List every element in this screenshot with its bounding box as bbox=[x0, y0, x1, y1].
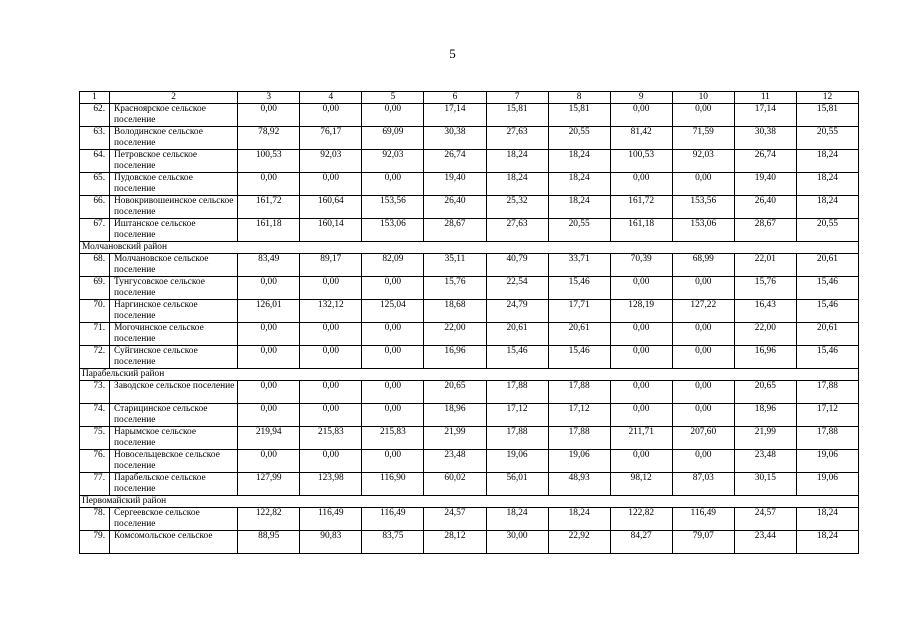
value-cell-col-6: 15,76 bbox=[424, 277, 486, 300]
value-cell-col-10: 153,06 bbox=[672, 219, 734, 242]
column-header-1: 1 bbox=[80, 92, 110, 104]
table-row bbox=[80, 531, 859, 554]
value-cell-col-4: 0,00 bbox=[300, 277, 362, 300]
value-cell-col-10: 116,49 bbox=[672, 508, 734, 531]
header-row bbox=[80, 92, 859, 104]
value-cell-col-4: 76,17 bbox=[300, 127, 362, 150]
value-cell-col-8: 33,71 bbox=[548, 254, 610, 277]
value-cell-col-11: 15,76 bbox=[734, 277, 796, 300]
value-cell-col-3: 161,18 bbox=[238, 219, 300, 242]
value-cell-col-4: 215,83 bbox=[300, 427, 362, 450]
value-cell-col-3: 0,00 bbox=[238, 381, 300, 404]
value-cell-col-12: 19,06 bbox=[796, 473, 858, 496]
value-cell-col-6: 23,48 bbox=[424, 450, 486, 473]
column-header-6: 6 bbox=[424, 92, 486, 104]
value-cell-col-4: 0,00 bbox=[300, 323, 362, 346]
value-cell-col-12: 19,06 bbox=[796, 450, 858, 473]
value-cell-col-7: 40,79 bbox=[486, 254, 548, 277]
row-number: 63. bbox=[80, 127, 110, 150]
row-number: 68. bbox=[80, 254, 110, 277]
value-cell-col-3: 122,82 bbox=[238, 508, 300, 531]
value-cell-col-3: 100,53 bbox=[238, 150, 300, 173]
value-cell-col-5: 69,09 bbox=[362, 127, 424, 150]
value-cell-col-6: 28,67 bbox=[424, 219, 486, 242]
value-cell-col-9: 0,00 bbox=[610, 104, 672, 127]
value-cell-col-8: 19,06 bbox=[548, 450, 610, 473]
value-cell-col-4: 0,00 bbox=[300, 404, 362, 427]
value-cell-col-9: 98,12 bbox=[610, 473, 672, 496]
value-cell-col-4: 0,00 bbox=[300, 173, 362, 196]
value-cell-col-9: 0,00 bbox=[610, 450, 672, 473]
value-cell-col-7: 20,61 bbox=[486, 323, 548, 346]
settlement-name: Комсомольское сельское bbox=[110, 531, 238, 554]
value-cell-col-12: 15,81 bbox=[796, 104, 858, 127]
value-cell-col-8: 48,93 bbox=[548, 473, 610, 496]
value-cell-col-6: 21,99 bbox=[424, 427, 486, 450]
value-cell-col-9: 211,71 bbox=[610, 427, 672, 450]
column-header-3: 3 bbox=[238, 92, 300, 104]
value-cell-col-11: 20,65 bbox=[734, 381, 796, 404]
value-cell-col-6: 18,68 bbox=[424, 300, 486, 323]
value-cell-col-4: 0,00 bbox=[300, 346, 362, 369]
value-cell-col-9: 84,27 bbox=[610, 531, 672, 554]
settlement-name: Пудовское сельское поселение bbox=[110, 173, 238, 196]
value-cell-col-5: 116,49 bbox=[362, 508, 424, 531]
value-cell-col-6: 17,14 bbox=[424, 104, 486, 127]
value-cell-col-6: 24,57 bbox=[424, 508, 486, 531]
row-number: 76. bbox=[80, 450, 110, 473]
value-cell-col-3: 83,49 bbox=[238, 254, 300, 277]
value-cell-col-12: 18,24 bbox=[796, 196, 858, 219]
settlement-name: Заводское сельское поселение bbox=[110, 381, 238, 404]
value-cell-col-9: 0,00 bbox=[610, 323, 672, 346]
value-cell-col-11: 30,15 bbox=[734, 473, 796, 496]
value-cell-col-5: 0,00 bbox=[362, 346, 424, 369]
column-header-4: 4 bbox=[300, 92, 362, 104]
value-cell-col-5: 0,00 bbox=[362, 323, 424, 346]
settlement-name: Суйгинское сельское поселение bbox=[110, 346, 238, 369]
value-cell-col-3: 0,00 bbox=[238, 404, 300, 427]
settlement-name: Новокривошеинское сельское поселение bbox=[110, 196, 238, 219]
district-name: Первомайский район bbox=[80, 496, 859, 508]
value-cell-col-11: 24,57 bbox=[734, 508, 796, 531]
value-cell-col-6: 28,12 bbox=[424, 531, 486, 554]
column-header-2: 2 bbox=[110, 92, 238, 104]
table-row bbox=[80, 323, 859, 346]
value-cell-col-6: 19,40 bbox=[424, 173, 486, 196]
value-cell-col-5: 0,00 bbox=[362, 104, 424, 127]
row-number: 65. bbox=[80, 173, 110, 196]
value-cell-col-6: 26,40 bbox=[424, 196, 486, 219]
settlement-name: Красноярское сельское поселение bbox=[110, 104, 238, 127]
value-cell-col-10: 207,60 bbox=[672, 427, 734, 450]
value-cell-col-10: 0,00 bbox=[672, 346, 734, 369]
value-cell-col-4: 89,17 bbox=[300, 254, 362, 277]
value-cell-col-12: 18,24 bbox=[796, 173, 858, 196]
value-cell-col-7: 27,63 bbox=[486, 127, 548, 150]
value-cell-col-3: 0,00 bbox=[238, 277, 300, 300]
value-cell-col-12: 20,55 bbox=[796, 127, 858, 150]
value-cell-col-10: 0,00 bbox=[672, 450, 734, 473]
value-cell-col-5: 0,00 bbox=[362, 381, 424, 404]
district-name: Молчановский район bbox=[80, 242, 859, 254]
value-cell-col-3: 0,00 bbox=[238, 346, 300, 369]
value-cell-col-9: 0,00 bbox=[610, 277, 672, 300]
value-cell-col-10: 79,07 bbox=[672, 531, 734, 554]
value-cell-col-5: 0,00 bbox=[362, 404, 424, 427]
value-cell-col-5: 116,90 bbox=[362, 473, 424, 496]
value-cell-col-12: 17,88 bbox=[796, 381, 858, 404]
value-cell-col-3: 0,00 bbox=[238, 104, 300, 127]
table-row bbox=[80, 427, 859, 450]
row-number: 74. bbox=[80, 404, 110, 427]
value-cell-col-12: 18,24 bbox=[796, 531, 858, 554]
table-row bbox=[80, 450, 859, 473]
value-cell-col-11: 23,48 bbox=[734, 450, 796, 473]
value-cell-col-3: 161,72 bbox=[238, 196, 300, 219]
value-cell-col-8: 17,12 bbox=[548, 404, 610, 427]
table-row bbox=[80, 127, 859, 150]
settlement-name: Молчановское сельское поселение bbox=[110, 254, 238, 277]
value-cell-col-6: 20,65 bbox=[424, 381, 486, 404]
value-cell-col-3: 219,94 bbox=[238, 427, 300, 450]
value-cell-col-4: 0,00 bbox=[300, 381, 362, 404]
value-cell-col-8: 22,92 bbox=[548, 531, 610, 554]
table-row bbox=[80, 254, 859, 277]
value-cell-col-11: 22,00 bbox=[734, 323, 796, 346]
page-number: 5 bbox=[449, 46, 456, 61]
value-cell-col-4: 116,49 bbox=[300, 508, 362, 531]
value-cell-col-10: 127,22 bbox=[672, 300, 734, 323]
value-cell-col-9: 0,00 bbox=[610, 173, 672, 196]
settlement-name: Тунгусовское сельское поселение bbox=[110, 277, 238, 300]
value-cell-col-7: 19,06 bbox=[486, 450, 548, 473]
table-body bbox=[80, 104, 859, 554]
value-cell-col-11: 18,96 bbox=[734, 404, 796, 427]
value-cell-col-4: 0,00 bbox=[300, 450, 362, 473]
value-cell-col-8: 17,71 bbox=[548, 300, 610, 323]
value-cell-col-5: 0,00 bbox=[362, 277, 424, 300]
table-row bbox=[80, 381, 859, 404]
value-cell-col-4: 0,00 bbox=[300, 104, 362, 127]
value-cell-col-5: 153,06 bbox=[362, 219, 424, 242]
value-cell-col-3: 0,00 bbox=[238, 323, 300, 346]
value-cell-col-11: 17,14 bbox=[734, 104, 796, 127]
value-cell-col-10: 0,00 bbox=[672, 277, 734, 300]
value-cell-col-4: 132,12 bbox=[300, 300, 362, 323]
table-row bbox=[80, 277, 859, 300]
value-cell-col-4: 160,64 bbox=[300, 196, 362, 219]
value-cell-col-9: 0,00 bbox=[610, 404, 672, 427]
value-cell-col-10: 0,00 bbox=[672, 381, 734, 404]
value-cell-col-7: 25,32 bbox=[486, 196, 548, 219]
value-cell-col-11: 26,40 bbox=[734, 196, 796, 219]
value-cell-col-4: 92,03 bbox=[300, 150, 362, 173]
value-cell-col-11: 26,74 bbox=[734, 150, 796, 173]
row-number: 71. bbox=[80, 323, 110, 346]
value-cell-col-12: 15,46 bbox=[796, 300, 858, 323]
settlement-name: Нарымское сельское поселение bbox=[110, 427, 238, 450]
value-cell-col-12: 20,61 bbox=[796, 323, 858, 346]
value-cell-col-4: 160,14 bbox=[300, 219, 362, 242]
table-row bbox=[80, 196, 859, 219]
value-cell-col-8: 20,61 bbox=[548, 323, 610, 346]
district-row bbox=[80, 496, 859, 508]
district-row bbox=[80, 242, 859, 254]
row-number: 70. bbox=[80, 300, 110, 323]
value-cell-col-4: 90,83 bbox=[300, 531, 362, 554]
value-cell-col-9: 70,39 bbox=[610, 254, 672, 277]
table-row bbox=[80, 173, 859, 196]
value-cell-col-12: 17,88 bbox=[796, 427, 858, 450]
row-number: 78. bbox=[80, 508, 110, 531]
value-cell-col-6: 18,96 bbox=[424, 404, 486, 427]
value-cell-col-6: 22,00 bbox=[424, 323, 486, 346]
row-number: 67. bbox=[80, 219, 110, 242]
value-cell-col-6: 60,02 bbox=[424, 473, 486, 496]
value-cell-col-6: 16,96 bbox=[424, 346, 486, 369]
table-row bbox=[80, 346, 859, 369]
value-cell-col-9: 81,42 bbox=[610, 127, 672, 150]
value-cell-col-7: 24,79 bbox=[486, 300, 548, 323]
value-cell-col-11: 23,44 bbox=[734, 531, 796, 554]
settlement-name: Парабельское сельское поселение bbox=[110, 473, 238, 496]
table-header bbox=[80, 92, 859, 104]
district-name: Парабельский район bbox=[80, 369, 859, 381]
value-cell-col-5: 0,00 bbox=[362, 450, 424, 473]
value-cell-col-11: 16,96 bbox=[734, 346, 796, 369]
value-cell-col-11: 21,99 bbox=[734, 427, 796, 450]
value-cell-col-12: 15,46 bbox=[796, 346, 858, 369]
value-cell-col-7: 18,24 bbox=[486, 173, 548, 196]
value-cell-col-6: 30,38 bbox=[424, 127, 486, 150]
value-cell-col-3: 0,00 bbox=[238, 173, 300, 196]
row-number: 64. bbox=[80, 150, 110, 173]
settlement-name: Володинское сельское поселение bbox=[110, 127, 238, 150]
value-cell-col-5: 92,03 bbox=[362, 150, 424, 173]
column-header-7: 7 bbox=[486, 92, 548, 104]
row-number: 73. bbox=[80, 381, 110, 404]
value-cell-col-7: 30,00 bbox=[486, 531, 548, 554]
value-cell-col-10: 0,00 bbox=[672, 404, 734, 427]
value-cell-col-8: 15,81 bbox=[548, 104, 610, 127]
value-cell-col-9: 0,00 bbox=[610, 381, 672, 404]
district-row bbox=[80, 369, 859, 381]
value-cell-col-8: 20,55 bbox=[548, 127, 610, 150]
value-cell-col-3: 127,99 bbox=[238, 473, 300, 496]
table-row bbox=[80, 404, 859, 427]
value-cell-col-5: 82,09 bbox=[362, 254, 424, 277]
value-cell-col-12: 15,46 bbox=[796, 277, 858, 300]
row-number: 75. bbox=[80, 427, 110, 450]
value-cell-col-11: 19,40 bbox=[734, 173, 796, 196]
value-cell-col-6: 35,11 bbox=[424, 254, 486, 277]
value-cell-col-3: 126,01 bbox=[238, 300, 300, 323]
value-cell-col-5: 83,75 bbox=[362, 531, 424, 554]
value-cell-col-7: 22,54 bbox=[486, 277, 548, 300]
row-number: 72. bbox=[80, 346, 110, 369]
value-cell-col-3: 78,92 bbox=[238, 127, 300, 150]
value-cell-col-9: 161,18 bbox=[610, 219, 672, 242]
value-cell-col-10: 0,00 bbox=[672, 323, 734, 346]
table-row bbox=[80, 473, 859, 496]
settlement-name: Старицинское сельское поселение bbox=[110, 404, 238, 427]
value-cell-col-12: 20,55 bbox=[796, 219, 858, 242]
table-row bbox=[80, 300, 859, 323]
column-header-12: 12 bbox=[796, 92, 858, 104]
value-cell-col-5: 125,04 bbox=[362, 300, 424, 323]
row-number: 62. bbox=[80, 104, 110, 127]
column-header-5: 5 bbox=[362, 92, 424, 104]
value-cell-col-9: 128,19 bbox=[610, 300, 672, 323]
value-cell-col-8: 18,24 bbox=[548, 196, 610, 219]
table-row bbox=[80, 508, 859, 531]
value-cell-col-11: 28,67 bbox=[734, 219, 796, 242]
value-cell-col-10: 92,03 bbox=[672, 150, 734, 173]
value-cell-col-8: 17,88 bbox=[548, 427, 610, 450]
value-cell-col-7: 17,88 bbox=[486, 427, 548, 450]
table-row bbox=[80, 219, 859, 242]
settlement-name: Наргинское сельское поселение bbox=[110, 300, 238, 323]
value-cell-col-8: 17,88 bbox=[548, 381, 610, 404]
value-cell-col-10: 153,56 bbox=[672, 196, 734, 219]
value-cell-col-10: 0,00 bbox=[672, 104, 734, 127]
value-cell-col-10: 71,59 bbox=[672, 127, 734, 150]
settlement-name: Могочинское сельское поселение bbox=[110, 323, 238, 346]
value-cell-col-7: 17,12 bbox=[486, 404, 548, 427]
value-cell-col-8: 15,46 bbox=[548, 346, 610, 369]
settlement-name: Иштанское сельское поселение bbox=[110, 219, 238, 242]
value-cell-col-7: 27,63 bbox=[486, 219, 548, 242]
value-cell-col-9: 122,82 bbox=[610, 508, 672, 531]
settlement-name: Сергеевское сельское поселение bbox=[110, 508, 238, 531]
settlement-name: Новосельцевское сельское поселение bbox=[110, 450, 238, 473]
value-cell-col-7: 17,88 bbox=[486, 381, 548, 404]
value-cell-col-12: 17,12 bbox=[796, 404, 858, 427]
value-cell-col-11: 16,43 bbox=[734, 300, 796, 323]
value-cell-col-10: 68,99 bbox=[672, 254, 734, 277]
value-cell-col-8: 18,24 bbox=[548, 150, 610, 173]
column-header-11: 11 bbox=[734, 92, 796, 104]
value-cell-col-5: 153,56 bbox=[362, 196, 424, 219]
table-row bbox=[80, 150, 859, 173]
row-number: 69. bbox=[80, 277, 110, 300]
value-cell-col-5: 215,83 bbox=[362, 427, 424, 450]
value-cell-col-4: 123,98 bbox=[300, 473, 362, 496]
value-cell-col-12: 18,24 bbox=[796, 508, 858, 531]
value-cell-col-7: 15,81 bbox=[486, 104, 548, 127]
value-cell-col-5: 0,00 bbox=[362, 173, 424, 196]
value-cell-col-3: 88,95 bbox=[238, 531, 300, 554]
column-header-9: 9 bbox=[610, 92, 672, 104]
value-cell-col-12: 18,24 bbox=[796, 150, 858, 173]
value-cell-col-8: 15,46 bbox=[548, 277, 610, 300]
value-cell-col-11: 30,38 bbox=[734, 127, 796, 150]
value-cell-col-8: 18,24 bbox=[548, 508, 610, 531]
settlement-name: Петровское сельское поселение bbox=[110, 150, 238, 173]
row-number: 79. bbox=[80, 531, 110, 554]
value-cell-col-3: 0,00 bbox=[238, 450, 300, 473]
value-cell-col-12: 20,61 bbox=[796, 254, 858, 277]
settlement-data-table bbox=[79, 91, 859, 554]
value-cell-col-11: 22,01 bbox=[734, 254, 796, 277]
value-cell-col-8: 20,55 bbox=[548, 219, 610, 242]
value-cell-col-7: 15,46 bbox=[486, 346, 548, 369]
value-cell-col-7: 56,01 bbox=[486, 473, 548, 496]
row-number: 77. bbox=[80, 473, 110, 496]
value-cell-col-7: 18,24 bbox=[486, 150, 548, 173]
value-cell-col-6: 26,74 bbox=[424, 150, 486, 173]
value-cell-col-10: 87,03 bbox=[672, 473, 734, 496]
value-cell-col-9: 100,53 bbox=[610, 150, 672, 173]
column-header-10: 10 bbox=[672, 92, 734, 104]
value-cell-col-8: 18,24 bbox=[548, 173, 610, 196]
column-header-8: 8 bbox=[548, 92, 610, 104]
value-cell-col-10: 0,00 bbox=[672, 173, 734, 196]
table-row bbox=[80, 104, 859, 127]
value-cell-col-7: 18,24 bbox=[486, 508, 548, 531]
row-number: 66. bbox=[80, 196, 110, 219]
value-cell-col-9: 0,00 bbox=[610, 346, 672, 369]
value-cell-col-9: 161,72 bbox=[610, 196, 672, 219]
